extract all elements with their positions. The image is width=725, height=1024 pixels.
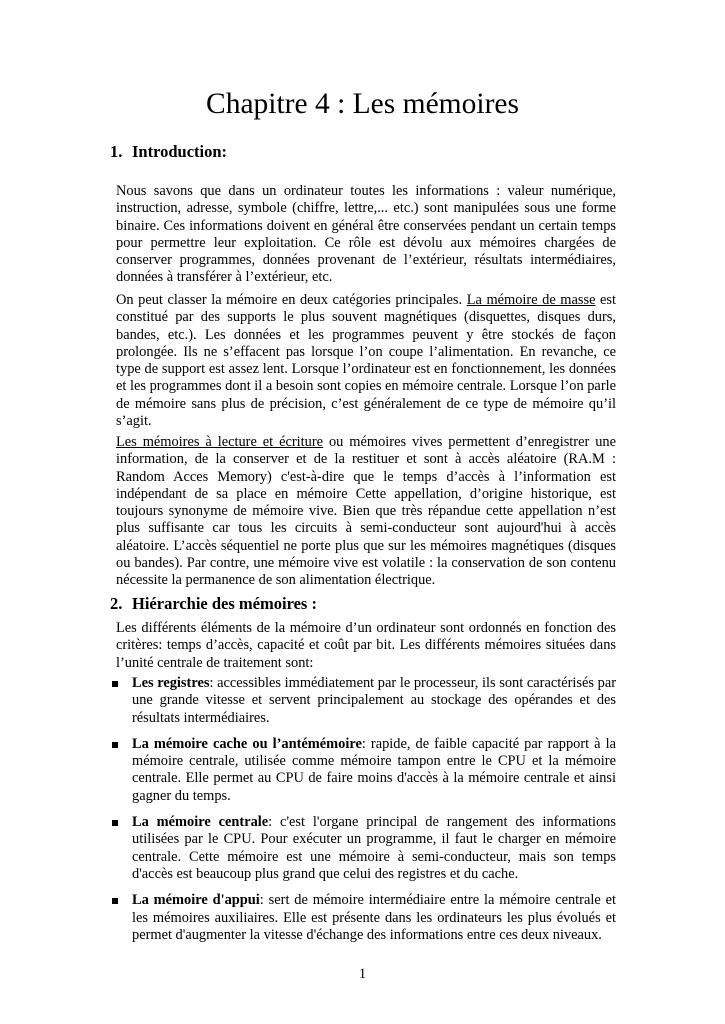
section-heading-introduction <box>110 141 227 163</box>
memory-types-list <box>110 675 616 953</box>
section-number: 1. <box>110 142 123 161</box>
paragraph-text: est constitué par des supports le plus souvent magnétiques (disquettes, disques durs, bandes, etc.). Les données et les programmes peuvent y être stockés de façon prolongée. Ils ne s’effacent pas lorsque l’on coupe l’alimentation. En revanche, ce type de support est assez lent. Lorsque l’ordinateur est en fonctionnement, les données et les programmes dont il a besoin sont copies en mémoire centrale. Lorsque l’on parle de mémoire sans plus de précision, c’est généralement de ce type de mémoire qu’il s’agit. <box>116 292 616 430</box>
page-title: Chapitre 4 : Les mémoires <box>206 88 519 120</box>
paragraph-text: On peut classer la mémoire en deux catégories principales. <box>116 292 467 308</box>
list-item-term: La mémoire cache ou l’antémémoire <box>132 735 362 752</box>
intro-paragraph-1: Nous savons que dans un ordinateur toutes les informations : valeur numérique, instruction, adresse, symbole (chiffre, lettre,... etc.) sont manipulées sous une forme binaire. Ces informations doivent en général être conservées pendant un certain temps pour permettre leur exploitation. Ce rôle est dévolu aux mémoires chargées de conserver programmes, données provenant de l’extérieur, résultats intermédiaires, données à transférer à l’extérieur, etc. <box>116 183 616 286</box>
section-number: 2. <box>110 594 123 613</box>
section-title: Introduction: <box>132 142 228 161</box>
bullet-square-icon <box>112 681 118 687</box>
underlined-term-mass-memory: La mémoire de masse <box>466 292 596 308</box>
list-item-term: Les registres <box>132 675 210 691</box>
paragraph-text: ou mémoires vives permettent d’enregistrer une information, de la conserver et de la restituer et sont à accès aléatoire (RA.M : Random Acces Memory) c'est-à-dire que le temps d’accès à l’information est indépendant de sa place en mémoire Cette appellation, d’origine historique, est toujours synonyme de mémoire vive. Bien que très répandue cette appellation n’est plus suffisante car tous les circuits à semi-conducteur sont aujourd'hui à accès aléatoire. L’accès séquentiel ne porte plus que sur les mémoires magnétiques (disques ou bandes). Par contre, une mémoire vive est volatile : la conservation de son contenu nécessite la permanence de son alimentation électrique. <box>116 434 616 589</box>
bullet-square-icon <box>112 742 118 748</box>
intro-paragraph-3 <box>116 434 616 590</box>
list-item <box>110 736 616 805</box>
section-heading-hierarchy <box>110 593 317 615</box>
intro-paragraph-2 <box>116 292 616 430</box>
list-item-text: : c'est l'organe principal de rangement des informations utilisées par le CPU. Pour exécuter un programme, il faut le charger en mémoire centrale. Cette mémoire est une mémoire à semi-conducteur, mais son temps d'accès est beaucoup plus grand que celui des registres et du cache. <box>132 814 616 882</box>
list-item-text: : rapide, de faible capacité par rapport à la mémoire centrale, utilisée comme mémoire tampon entre le CPU et la mémoire centrale. Elle permet au CPU de faire moins d'accès à la mémoire centrale et ainsi gagner du temps. <box>132 735 616 804</box>
bullet-square-icon <box>112 898 118 904</box>
underlined-term-read-write-memory: Les mémoires à lecture et écriture <box>116 434 324 450</box>
hierarchy-intro-paragraph: Les différents éléments de la mémoire d’un ordinateur sont ordonnés en fonction des critères: temps d’accès, capacité et coût par bit. Les différents mémoires situées dans l’unité centrale de traitement sont: <box>116 620 616 671</box>
list-item-text: : accessibles immédiatement par le processeur, ils sont caractérisés par une grande vitesse et servent principalement au stockage des opérandes et des résultats intermédiaires. <box>132 675 617 726</box>
list-item-term: La mémoire centrale <box>132 814 269 831</box>
list-item <box>110 892 616 944</box>
list-item-text: : sert de mémoire intermédiaire entre la mémoire centrale et les mémoires auxiliaires. Elle est présente dans les ordinateurs les plus évolués et permet d'augmenter la vitesse d'échange des informations entre ces deux niveaux. <box>132 892 616 943</box>
section-title: Hiérarchie des mémoires : <box>132 594 317 613</box>
page-number: 1 <box>358 966 367 982</box>
list-item <box>110 675 616 727</box>
bullet-square-icon <box>112 820 118 826</box>
list-item <box>110 814 616 883</box>
list-item-term: La mémoire d'appui <box>132 892 260 909</box>
